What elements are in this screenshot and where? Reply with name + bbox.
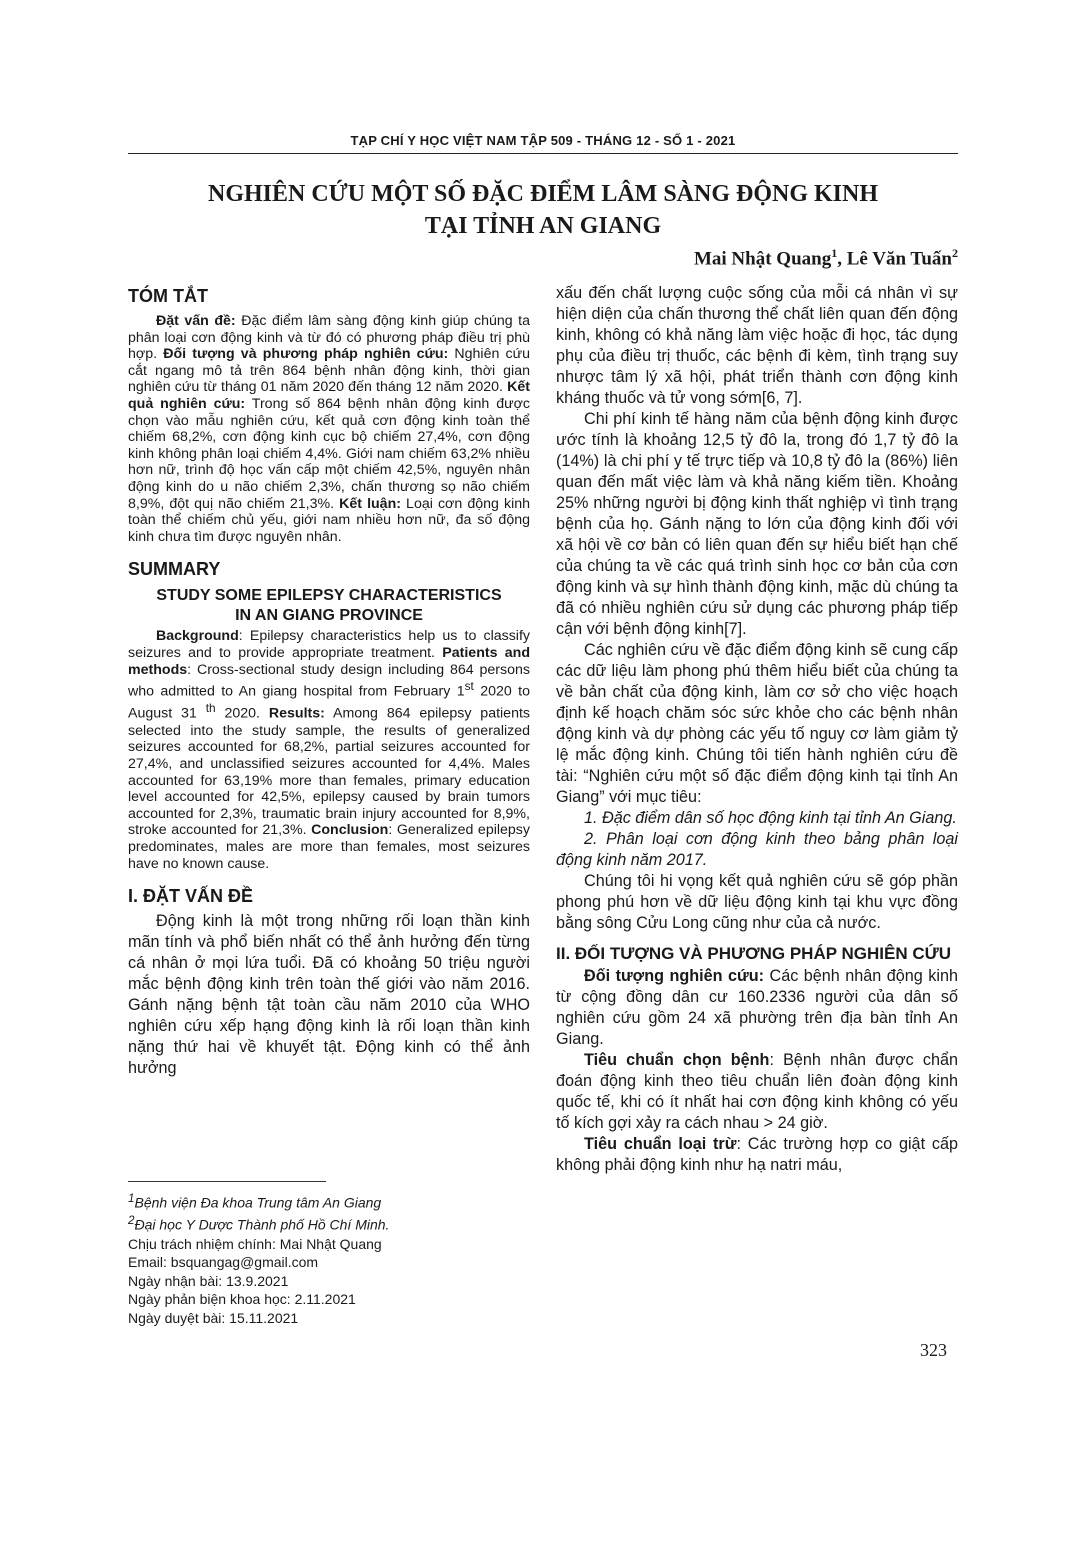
tomtat-abstract [128,313,530,545]
footnote-1-sup: 1 [128,1192,135,1205]
authors [694,246,958,270]
author-1-affil: 1 [831,246,838,260]
summary-bg-label: Background [156,628,239,645]
tomtat-kl-text: Loại cơn động kinh toàn thể chiếm chủ yếu, giới nam nhiều hơn nữ, đa số động kinh chưa tìm được nguyên nhân. [128,495,530,545]
footnote-reviewed: Ngày phản biện khoa học: 2.11.2021 [128,1291,356,1308]
section2-exclusion-label: Tiêu chuẩn loại trừ [584,1135,737,1153]
title-line-1: NGHIÊN CỨU MỘT SỐ ĐẶC ĐIỂM LÂM SÀNG ĐỘNG KINH [207,181,879,207]
tomtat-dvd-text: Đặc điểm lâm sàng động kinh giúp chúng ta phân loại cơn động kinh và từ đó có phương pháp điều trị phù hợp. [128,313,530,363]
section2-subjects [556,966,958,1050]
page-number: 323 [920,1340,947,1360]
summary-title-line-2: IN AN GIANG PROVINCE [235,607,423,625]
summary-pm-sup1: st [464,679,474,694]
author-separator: , [837,248,847,270]
goal-2: 2. Phân loại cơn động kinh theo bảng phân loại động kinh năm 2017. [556,830,958,869]
summary-conclusion-label: Conclusion [311,822,389,839]
left-column [128,286,530,1079]
section1-para3: Các nghiên cứu về đặc điểm động kinh sẽ cung cấp các dữ liệu làm phong phú thêm hiểu biết của chúng ta về bản chất của động kinh, làm cơ sở cho việc hoạch định kế hoạch chăm sóc sức khỏe cho các bệnh nhân động kinh và dự phòng các yếu tố nguy cơ làm giảm tỷ lệ mắc động kinh. Chúng tôi tiến hành nghiên cứu đề tài: “Nghiên cứu một số đặc điểm động kinh tại tỉnh An Giang” với mục tiêu: [556,641,958,806]
footnote-received: Ngày nhận bài: 13.9.2021 [128,1272,289,1289]
footnote-affil-2 [128,1212,530,1234]
section2-inclusion [556,1050,958,1134]
footnote-2-sup: 2 [128,1214,135,1228]
footnote-email: Email: bsquangag@gmail.com [128,1254,319,1271]
summary-pm-text-b: 2020 to August 31 [128,683,531,723]
footnotes [128,1190,530,1327]
section1-para1: Động kinh là một trong những rối loạn thần kinh mãn tính và phổ biến nhất có thể ảnh hưởng đến từng cá nhân ở mọi lứa tuổi. Đã có khoảng 50 triệu người mắc bệnh động kinh trên toàn thế giới vào năm 2016. Gánh nặng bệnh tật toàn cầu năm 2010 của WHO nghiên cứu xếp hạng động kinh là rối loạn thần kinh nặng thứ hai về khuyết tật. Động kinh có thể ảnh hưởng [128,912,530,1078]
author-2-affil: 2 [952,246,958,260]
summary-heading: SUMMARY [128,559,221,580]
section1-para2: Chi phí kinh tế hàng năm của bệnh động kinh được ước tính là khoảng 12,5 tỷ đô la, trong đó 1,7 tỷ đô la (14%) là chi phí y tế trực tiếp và 10,8 tỷ đô la (86%) liên quan đến mất việc làm và khả năng kiếm tiền. Khoảng 25% những người bị động kinh thất nghiệp vì tình trạng bệnh của họ. Gánh nặng to lớn của động kinh đối với xã hội về cơ bản có liên quan đến sự hiểu biết hạn chế của chúng ta về các quá trình sinh học cơ bản của cơn động kinh và sự hình thành động kinh, mặc dù chúng ta đã có nhiều nghiên cứu sử dụng các phương pháp tiếp cận với bệnh động kinh[7]. [556,410,958,638]
tomtat-heading: TÓM TẮT [128,286,208,306]
footnote-rule [128,1181,326,1182]
section2-exclusion [556,1134,958,1176]
journal-header: TẠP CHÍ Y HỌC VIỆT NAM TẬP 509 - THÁNG 12 - SỐ 1 - 2021 [350,133,736,148]
summary-results-label: Results: [268,706,325,723]
right-column [556,283,958,1176]
footnote-responsible: Chịu trách nhiệm chính: Mai Nhật Quang [128,1235,382,1252]
tomtat-kq-label: Kết quả nghiên cứu: [128,379,530,412]
goal-1: 1. Đặc điểm dân số học động kinh tại tỉnh An Giang. [584,809,957,827]
section2-heading: II. ĐỐI TƯỢNG VÀ PHƯƠNG PHÁP NGHIÊN CỨU [556,944,951,963]
summary-conclusion-text: : Generalized epilepsy predominates, males are more than females, most seizures have no known cause. [128,822,530,872]
section1-heading: I. ĐẶT VẤN ĐỀ [128,886,254,907]
footnote-accepted: Ngày duyệt bài: 15.11.2021 [128,1309,299,1326]
summary-pm-label: Patients and methods [128,644,530,678]
summary-bg-text: : Epilepsy characteristics help us to classify seizures and to provide appropriate treatment. [128,628,530,661]
section1-para1-continued: xấu đến chất lượng cuộc sống của mỗi cá nhân vì sự hiện diện của chấn thương thể chất liên quan đến động kinh, không có khả năng làm việc hoặc đi học, tác dụng phụ của điều trị thuốc, các bệnh đi kèm, tình trạng suy nhược tâm lý xã hội, phát triển thành cơn động kinh kháng thuốc và tử vong sớm[6, 7]. [556,284,958,407]
summary-pm-text-a: : Cross-sectional study design including 864 persons who admitted to An giang hospital from February 1 [128,661,530,700]
section2-exclusion-text: : Các trường hợp co giật cấp không phải động kinh như hạ natri máu, [556,1135,958,1174]
footnote-1-text: Bệnh viện Đa khoa Trung tâm An Giang [134,1194,382,1211]
section2-subjects-text: Các bệnh nhân động kinh từ cộng đồng dân cư 160.2336 người của dân số nghiên cứu gồm 24 xã phường trên địa bàn tỉnh An Giang. [556,967,958,1048]
summary-pm-sup2: th [205,701,216,716]
article-title [128,178,958,242]
section2-subjects-label: Đối tượng nghiên cứu: [584,967,765,985]
tomtat-dt-label: Đối tượng và phương pháp nghiên cứu: [163,346,449,363]
summary-results-text: Among 864 epilepsy patients selected into the study sample, the results of generalized seizures accounted for 68,2%, partial seizures accounted for 27,4%, and unclassified seizures accounted for 4,4%. Males accounted for 63,19% more than females, primary education level accounted for 42,5%, epilepsy caused by brain tumors accounted for 2,3%, traumatic brain injury accounted for 8,9%, stroke accounted for 21,3%. [128,706,530,839]
summary-pm-text-c: 2020. [215,706,269,723]
section2-inclusion-text: : Bệnh nhân được chẩn đoán động kinh theo tiêu chuẩn liên đoàn động kinh quốc tế, khi có ít nhất hai cơn động kinh không có yếu tố kích gợi xảy ra cách nhau > 24 giờ. [556,1051,958,1132]
tomtat-kl-label: Kết luận: [339,495,401,512]
footnote-2-text: Đại học Y Dược Thành phố Hồ Chí Minh. [134,1216,390,1233]
summary-abstract [128,628,530,872]
tomtat-kq-text: Trong số 864 bệnh nhân động kinh được chọn vào mẫu nghiên cứu, kết quả cơn động kinh toàn thể chiếm 68,2%, cơn động kinh cục bộ chiếm 27,4%, cơn động kinh không phân loại chiếm 4,4%. Giới nam chiếm 63,2% nhiều hơn nữ, trình độ học vấn cấp một chiếm 42,5%, nguyên nhân động kinh do u não chiếm 2,3%, chấn thương sọ não chiếm 8,9%, đột quị não chiếm 21,3%. [128,395,530,512]
tomtat-dvd-label: Đặt vấn đề: [156,313,236,329]
section1-para4: Chúng tôi hi vọng kết quả nghiên cứu sẽ góp phần phong phú hơn về dữ liệu động kinh tại khu vực đồng bằng sông Cửu Long cũng như của cả nước. [556,872,958,932]
title-line-2: TẠI TỈNH AN GIANG [424,213,662,239]
tomtat-dt-text: Nghiên cứu cắt ngang mô tả trên 864 bệnh nhân động kinh, thời gian nghiên cứu từ tháng 01 năm 2020 đến tháng 12 năm 2020. [128,346,531,396]
author-1: Mai Nhật Quang [693,248,832,270]
footnote-affil-1 [128,1190,530,1212]
summary-title [128,586,530,626]
summary-title-line-1: STUDY SOME EPILEPSY CHARACTERISTICS [156,587,502,605]
author-2: Lê Văn Tuấn [846,248,952,270]
header-rule [128,153,958,154]
section2-inclusion-label: Tiêu chuẩn chọn bệnh [584,1051,770,1069]
